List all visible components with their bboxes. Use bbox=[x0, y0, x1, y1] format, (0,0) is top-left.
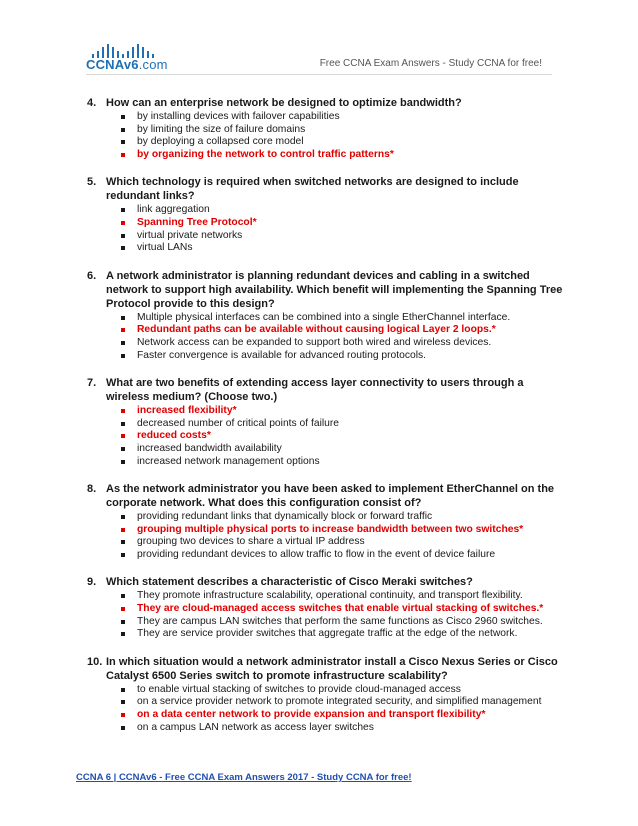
answer-option: They are campus LAN switches that perform the same functions as Cisco 2960 switches. bbox=[137, 616, 567, 629]
question-block bbox=[0, 269, 638, 362]
answer-option: decreased number of critical points of failure bbox=[137, 418, 567, 431]
question-block bbox=[0, 482, 638, 561]
question-number: 10. bbox=[87, 655, 103, 668]
answer-options bbox=[0, 684, 638, 734]
question-block bbox=[0, 376, 638, 468]
answer-options bbox=[0, 111, 638, 161]
correct-answer-option: Spanning Tree Protocol* bbox=[137, 217, 567, 230]
answer-options bbox=[0, 204, 638, 254]
answer-option: to enable virtual stacking of switches to provide cloud-managed access bbox=[137, 684, 567, 697]
question-text: Which technology is required when switched networks are designed to include redundant links? bbox=[106, 176, 519, 203]
answer-option: increased bandwidth availability bbox=[137, 443, 567, 456]
question-list bbox=[0, 96, 638, 748]
answer-option: grouping two devices to share a virtual IP address bbox=[137, 536, 567, 549]
correct-answer-option: increased flexibility* bbox=[137, 405, 567, 418]
question-text: A network administrator is planning redundant devices and cabling in a switched network to support high availability. Which benefit will implementing the Spanning Tree Protocol provide to this design? bbox=[106, 269, 563, 310]
question-text: As the network administrator you have been asked to implement EtherChannel on the corporate network. What does this configuration consist of? bbox=[106, 483, 555, 510]
page-header bbox=[0, 0, 638, 80]
correct-answer-option: by organizing the network to control traffic patterns* bbox=[137, 149, 567, 162]
question-number: 5. bbox=[87, 176, 97, 189]
answer-option: by installing devices with failover capabilities bbox=[137, 111, 567, 124]
correct-answer-option: They are cloud-managed access switches that enable virtual stacking of switches.* bbox=[137, 603, 567, 616]
question-block bbox=[0, 96, 638, 161]
answer-option: Multiple physical interfaces can be combined into a single EtherChannel interface. bbox=[137, 312, 567, 325]
question-block bbox=[0, 575, 638, 640]
question-number: 9. bbox=[87, 576, 97, 589]
question-number: 6. bbox=[87, 269, 97, 282]
answer-option: on a campus LAN network as access layer switches bbox=[137, 722, 567, 735]
answer-option: They are service provider switches that aggregate traffic at the edge of the network. bbox=[137, 628, 567, 641]
correct-answer-option: reduced costs* bbox=[137, 430, 567, 443]
question-block bbox=[0, 655, 638, 734]
logo-bars-icon bbox=[92, 44, 154, 58]
question-block bbox=[0, 175, 638, 254]
answer-option: Faster convergence is available for advanced routing protocols. bbox=[137, 350, 567, 363]
answer-option: They promote infrastructure scalability, operational continuity, and transport flexibility. bbox=[137, 590, 567, 603]
question-number: 7. bbox=[87, 377, 97, 390]
question-text: In which situation would a network administrator install a Cisco Nexus Series or Cisco Catalyst 6500 Series switch to promote infrastructure scalability? bbox=[106, 655, 558, 682]
answer-option: providing redundant devices to allow traffic to flow in the event of device failure bbox=[137, 549, 567, 562]
correct-answer-option: on a data center network to provide expansion and transport flexibility* bbox=[137, 709, 567, 722]
question-text: What are two benefits of extending access layer connectivity to users through a wireless medium? (Choose two.) bbox=[106, 377, 524, 404]
answer-options bbox=[0, 405, 638, 468]
answer-options bbox=[0, 590, 638, 640]
answer-options bbox=[0, 312, 638, 362]
answer-option: providing redundant links that dynamically block or forward traffic bbox=[137, 511, 567, 524]
question-text: Which statement describes a characteristic of Cisco Meraki switches? bbox=[106, 576, 473, 589]
answer-option: by limiting the size of failure domains bbox=[137, 124, 567, 137]
site-logo[interactable] bbox=[86, 44, 176, 74]
correct-answer-option: Redundant paths can be available without causing logical Layer 2 loops.* bbox=[137, 324, 567, 337]
answer-option: virtual LANs bbox=[137, 242, 567, 255]
header-divider bbox=[86, 74, 552, 75]
answer-option: virtual private networks bbox=[137, 230, 567, 243]
answer-options bbox=[0, 511, 638, 561]
answer-option: on a service provider network to promote integrated security, and simplified management bbox=[137, 696, 567, 709]
footer-link[interactable]: CCNA 6 | CCNAv6 - Free CCNA Exam Answers 2017 - Study CCNA for free! bbox=[76, 772, 412, 783]
question-number: 4. bbox=[87, 97, 97, 109]
answer-option: Network access can be expanded to support both wired and wireless devices. bbox=[137, 337, 567, 350]
header-tagline: Free CCNA Exam Answers - Study CCNA for free! bbox=[319, 58, 542, 69]
answer-option: by deploying a collapsed core model bbox=[137, 136, 567, 149]
answer-option: increased network management options bbox=[137, 456, 567, 469]
correct-answer-option: grouping multiple physical ports to increase bandwidth between two switches* bbox=[137, 524, 567, 537]
logo-text: CCNAv6.com bbox=[86, 57, 168, 72]
question-number: 8. bbox=[87, 483, 97, 496]
answer-option: link aggregation bbox=[137, 204, 567, 217]
question-text: How can an enterprise network be designed to optimize bandwidth? bbox=[106, 97, 462, 109]
